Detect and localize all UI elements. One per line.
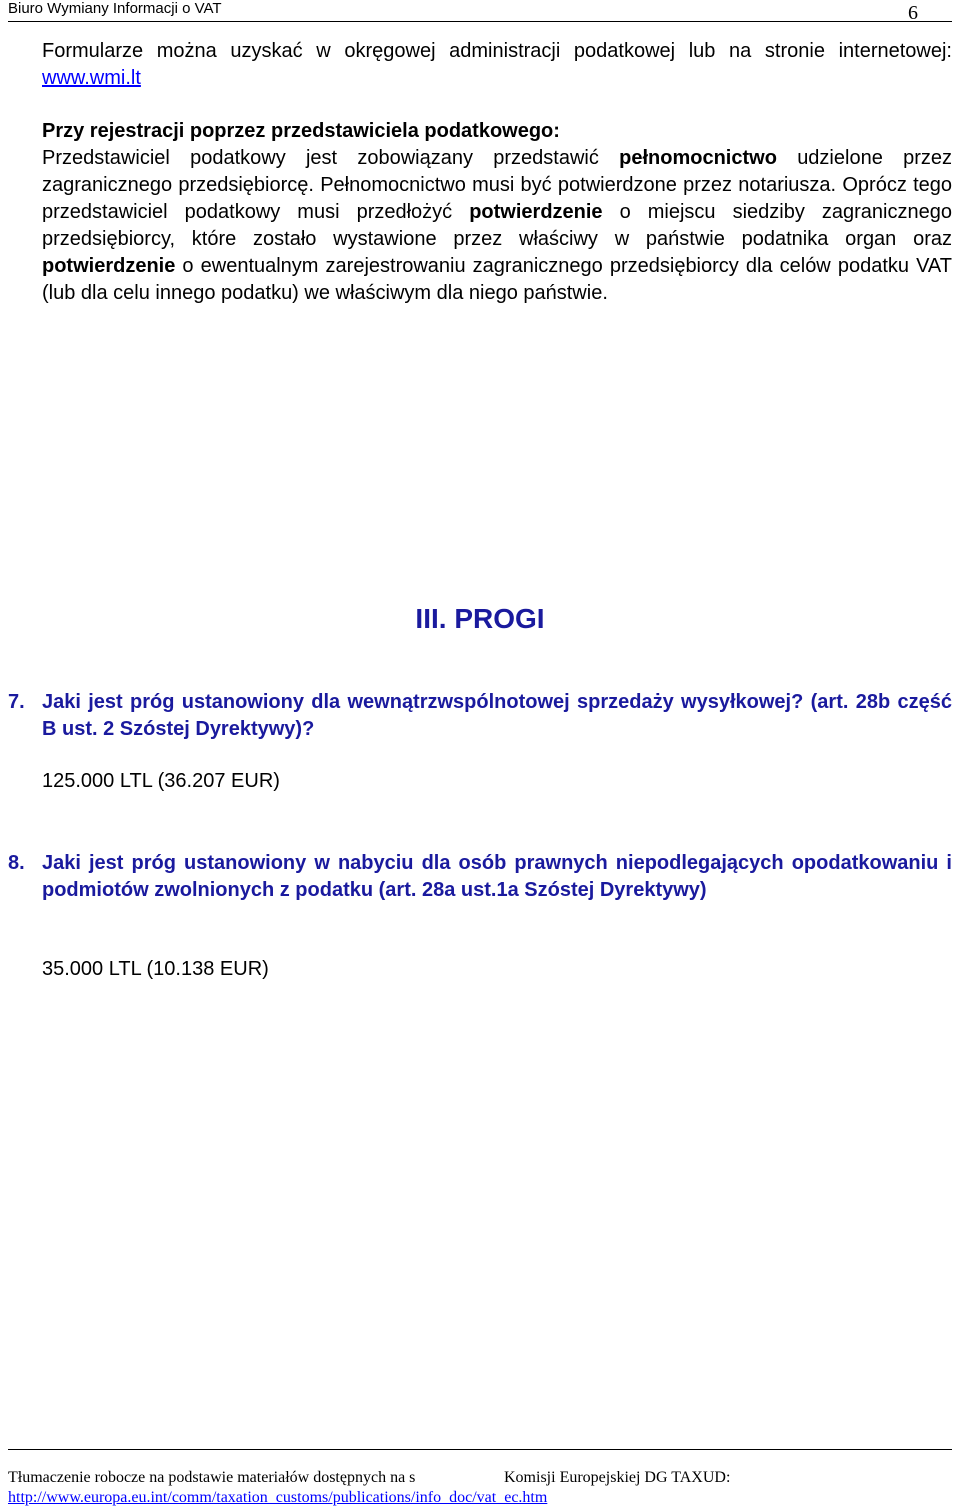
footer-left-text: Tłumaczenie robocze na podstawie materiałów dostępnych na s [8,1469,416,1486]
representative-text-1: Przedstawiciel podatkowy jest zobowiązany przedstawić [42,147,620,169]
representative-section [42,118,952,307]
forms-paragraph [42,38,952,92]
representative-text-4: o ewentualnym zarejestrowaniu zagranicznego przedsiębiorcy dla celów podatku VAT (lub dla celu innego podatku) we właściwym dla niego państwie. [42,255,952,304]
question-text: Jaki jest próg ustanowiony w nabyciu dla osób prawnych niepodlegających opodatkowaniu i podmiotów zwolnionych z podatku (art. 28a ust.1a Szóstej Dyrektywy) [42,852,952,901]
representative-text-3: o miejscu siedziby zagranicznego przedsiębiorcy, które zostało wystawione przez właściwy w państwie podatnika organ oraz [42,201,952,250]
question-number: 8. [8,852,25,874]
header-title: Biuro Wymiany Informacji o VAT [8,0,222,17]
question-8 [8,850,952,904]
bold-confirmation-2: potwierdzenie [42,255,176,277]
header-divider [8,21,952,22]
question-text: Jaki jest próg ustanowiony dla wewnątrzwspólnotowej sprzedaży wysyłkowej? (art. 28b część B ust. 2 Szóstej Dyrektywy)? [42,691,952,740]
forms-text: Formularze można uzyskać w okręgowej administracji podatkowej lub na stronie internetowej: [42,40,952,62]
answer-7: 125.000 LTL (36.207 EUR) [42,770,280,792]
footer-link[interactable]: http://www.europa.eu.int/comm/taxation_customs/publications/info_doc/vat_ec.htm [8,1489,548,1506]
representative-text-2: udzielone przez zagranicznego przedsiębiorcę. Pełnomocnictwo musi być potwierdzone przez notariusza. Oprócz tego przedstawiciel podatkowy musi przedłożyć [42,147,952,223]
representative-heading: Przy rejestracji poprzez przedstawiciela podatkowego: [42,120,560,142]
section-title: III. PROGI [415,603,545,634]
question-7 [8,689,952,743]
page-number: 6 [908,2,918,24]
footer-divider [8,1449,952,1450]
bold-power-of-attorney: pełnomocnictwo [619,147,777,169]
footer-text [8,1468,731,1488]
representative-paragraph [42,145,952,307]
answer-8: 35.000 LTL (10.138 EUR) [42,958,269,980]
question-number: 7. [8,691,25,713]
bold-confirmation-1: potwierdzenie [469,201,603,223]
footer-right-text: Komisji Europejskiej DG TAXUD: [504,1469,731,1486]
wmi-link[interactable]: www.wmi.lt [42,67,141,89]
